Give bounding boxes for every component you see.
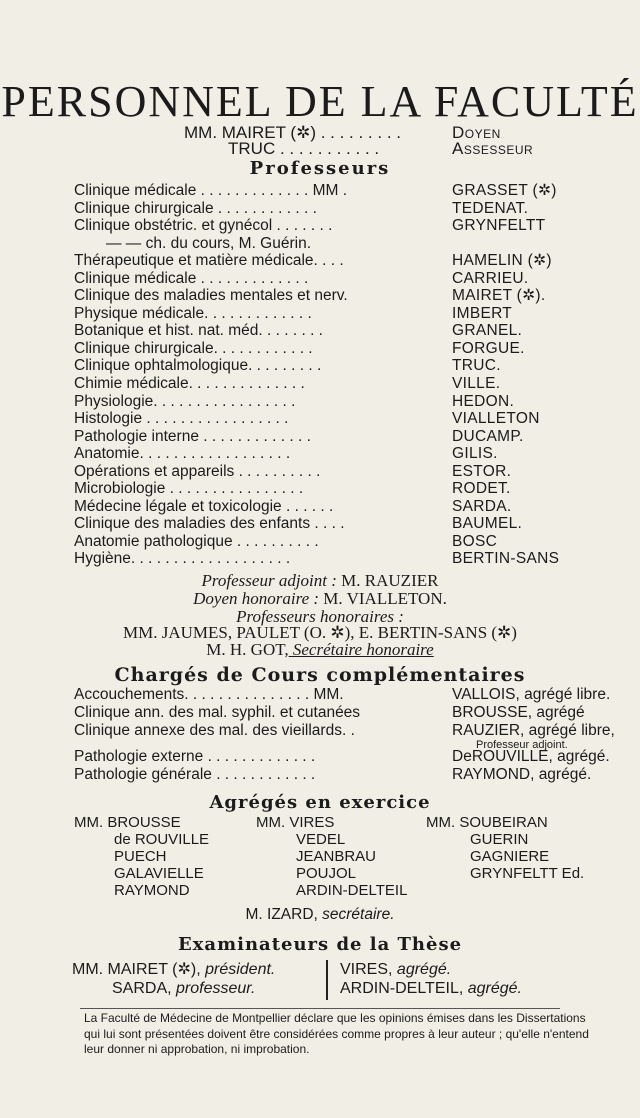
agreges-secretaire-line bbox=[0, 906, 640, 924]
doyen-honoraire-line bbox=[0, 590, 640, 608]
chair-label: Botanique et hist. nat. méd. . . . . . . . bbox=[74, 322, 323, 340]
chair-label: Thérapeutique et matière médicale. . . . bbox=[74, 252, 344, 270]
chair-label: Clinique médicale . . . . . . . . . . . . . MM . bbox=[74, 182, 348, 199]
adjoint-label: Professeur adjoint : bbox=[201, 571, 337, 590]
professeur-row bbox=[74, 217, 574, 235]
chair-label: Histologie . . . . . . . . . . . . . . . . . bbox=[74, 410, 289, 428]
professeur-row bbox=[74, 357, 574, 375]
charge-name: RAYMOND, agrégé. bbox=[452, 766, 592, 783]
professeur-row bbox=[74, 515, 574, 533]
professeur-row bbox=[74, 498, 574, 516]
chair-label: Clinique médicale . . . . . . . . . . . . . bbox=[74, 269, 309, 287]
agrege-name: MM. BROUSSE bbox=[74, 814, 181, 831]
examinateurs-right bbox=[340, 960, 522, 998]
professeur-row bbox=[74, 410, 574, 428]
agrege-name: JEANBRAU bbox=[296, 848, 377, 865]
adjoint-name: M. RAUZIER bbox=[336, 571, 439, 590]
doyen-name: MM. MAIRET (✲) . . . . . . . . . bbox=[184, 123, 401, 142]
agrege-name: VEDEL bbox=[296, 831, 346, 848]
charge-name: BROUSSE, agrégé bbox=[452, 704, 585, 721]
course-label: Clinique annexe des mal. des vieillards. . bbox=[74, 722, 355, 739]
assesseur-role: Assesseur bbox=[452, 139, 534, 158]
secretaire-honoraire-line bbox=[0, 641, 640, 659]
professeurs-heading: Professeurs bbox=[249, 158, 391, 179]
professeur-row bbox=[74, 550, 574, 568]
course-label: Accouchements. . . . . . . . . . . . . . . MM. bbox=[74, 686, 344, 703]
professeur-name: HAMELIN (✲) bbox=[452, 252, 552, 270]
doyen-role: Doyen bbox=[452, 123, 501, 142]
professeur-row bbox=[74, 182, 574, 200]
agreges-secretaire-name: M. IZARD, bbox=[245, 906, 318, 923]
agrege-name: GRYNFELTT Ed. bbox=[470, 865, 585, 882]
examinateur-role: professeur. bbox=[171, 980, 256, 997]
examinateur-name: ARDIN-DELTEIL, bbox=[340, 980, 464, 997]
examinateurs-left bbox=[72, 960, 275, 998]
agreges-secretaire-label: secrétaire. bbox=[317, 906, 395, 923]
examinateur-role: président. bbox=[200, 961, 276, 978]
course-label: Pathologie générale . . . . . . . . . . . . bbox=[74, 766, 316, 783]
chair-label: Médecine légale et toxicologie . . . . . . bbox=[74, 497, 334, 515]
agrege-name: RAYMOND bbox=[114, 882, 190, 899]
examinateurs-heading: Examinateurs de la Thèse bbox=[177, 934, 463, 955]
professeur-row bbox=[74, 200, 574, 218]
chair-label: Physique médicale. . . . . . . . . . . . . bbox=[74, 304, 312, 322]
chair-label: — — ch. du cours, M. Guérin. bbox=[106, 234, 312, 252]
professeur-name: FORGUE. bbox=[452, 339, 525, 357]
examinateur-entry bbox=[72, 979, 275, 998]
chair-label: Clinique ophtalmologique. . . . . . . . . bbox=[74, 357, 322, 375]
examinateur-name: MM. MAIRET (✲), bbox=[72, 961, 201, 978]
professeur-name: ESTOR. bbox=[452, 462, 512, 480]
professeur-name: GRANEL. bbox=[452, 322, 523, 340]
professeur-row bbox=[74, 270, 574, 288]
professeur-name: MAIRET (✲). bbox=[452, 287, 546, 305]
secretaire-honoraire-label: Secrétaire honoraire bbox=[288, 640, 434, 659]
professeur-name: HEDON. bbox=[452, 392, 515, 410]
complementaires-heading: Chargés de Cours complémentaires bbox=[114, 664, 526, 686]
doyen-honoraire-label: Doyen honoraire : bbox=[193, 589, 320, 608]
agreges-column-2 bbox=[256, 814, 407, 899]
chair-label: Clinique chirurgicale . . . . . . . . . . . . bbox=[74, 199, 317, 217]
column-divider bbox=[326, 960, 328, 1000]
agrege-name: MM. SOUBEIRAN bbox=[426, 814, 548, 831]
complementaire-row bbox=[74, 748, 634, 766]
chair-label: Hygiène. . . . . . . . . . . . . . . . . . . bbox=[74, 550, 291, 568]
professeur-row bbox=[74, 287, 574, 305]
agrege-name: POUJOL bbox=[296, 865, 357, 882]
professeur-name: GRYNFELTT bbox=[452, 217, 546, 235]
agrege-name: GAGNIERE bbox=[470, 848, 550, 865]
professeur-row bbox=[74, 252, 574, 270]
page-title: PERSONNEL DE LA FACULTÉ bbox=[1, 77, 639, 126]
agreges-heading: Agrégés en exercice bbox=[209, 792, 431, 813]
assesseur-name: TRUC . . . . . . . . . . . bbox=[228, 139, 380, 158]
examinateur-entry bbox=[72, 960, 275, 979]
footer-rule bbox=[80, 1008, 560, 1009]
professeur-row bbox=[74, 322, 574, 340]
agreges-column-1 bbox=[74, 814, 209, 899]
examinateur-name: VIRES, bbox=[340, 961, 393, 978]
chair-label: Microbiologie . . . . . . . . . . . . . . . . bbox=[74, 480, 304, 498]
charge-name: VALLOIS, agrégé libre. bbox=[452, 686, 611, 703]
chair-label: Anatomie. . . . . . . . . . . . . . . . . . bbox=[74, 445, 291, 463]
agrege-name: de ROUVILLE bbox=[114, 831, 210, 848]
professeur-name: TRUC. bbox=[452, 357, 501, 375]
agrege-name: MM. VIRES bbox=[256, 814, 335, 831]
professeur-name: SARDA. bbox=[452, 497, 512, 515]
professeur-row bbox=[74, 375, 574, 393]
footer-disclaimer: La Faculté de Médecine de Montpellier déclare que les opinions émises dans les Dissertations qui lui sont présentées doivent être considérées comme propres à leur auteur ; qu'elle n'entend leur donner ni approbation, ni improbation. bbox=[84, 1011, 589, 1056]
agrege-name: GUERIN bbox=[470, 831, 529, 848]
chair-label: Opérations et appareils . . . . . . . . . . bbox=[74, 462, 321, 480]
professeur-name: DUCAMP. bbox=[452, 427, 524, 445]
chair-label: Anatomie pathologique . . . . . . . . . . bbox=[74, 532, 319, 550]
agrege-name: GALAVIELLE bbox=[114, 865, 204, 882]
chair-label: Chimie médicale. . . . . . . . . . . . . . bbox=[74, 375, 305, 393]
professeur-row bbox=[74, 340, 574, 358]
professeur-name: RODET. bbox=[452, 480, 511, 498]
professeur-name: GILIS. bbox=[452, 445, 498, 463]
professeur-row bbox=[74, 305, 574, 323]
adjoint-line bbox=[0, 572, 640, 590]
agrege-name: PUECH bbox=[114, 848, 167, 865]
complementaire-row bbox=[74, 686, 634, 704]
complementaire-row bbox=[74, 766, 634, 784]
examinateur-role: agrégé. bbox=[392, 961, 452, 978]
charge-name: RAUZIER, agrégé libre, bbox=[452, 722, 615, 739]
professeur-name: GRASSET (✲) bbox=[452, 182, 557, 199]
professeur-row bbox=[74, 428, 574, 446]
chair-label: Clinique des maladies mentales et nerv. bbox=[74, 287, 348, 305]
chair-label: Physiologie. . . . . . . . . . . . . . . . . bbox=[74, 392, 296, 410]
professeur-row bbox=[74, 393, 574, 411]
course-label: Pathologie externe . . . . . . . . . . . . . bbox=[74, 748, 316, 765]
agrege-name: ARDIN-DELTEIL bbox=[296, 882, 408, 899]
professeur-name: VIALLETON bbox=[452, 410, 540, 428]
professeur-name: IMBERT bbox=[452, 304, 513, 322]
doyen-honoraire-name: M. VIALLETON. bbox=[319, 589, 447, 608]
course-label: Clinique ann. des mal. syphil. et cutanées bbox=[74, 704, 361, 721]
professeur-row bbox=[74, 445, 574, 463]
charge-name: Professeur adjoint. bbox=[476, 739, 568, 751]
professeurs-honoraires-label: Professeurs honoraires : bbox=[236, 607, 404, 626]
professeur-row bbox=[74, 533, 574, 551]
secretaire-honoraire-name: M. H. GOT, bbox=[206, 640, 289, 659]
complementaire-row bbox=[74, 704, 634, 722]
charge-name: DeROUVILLE, agrégé. bbox=[452, 748, 610, 765]
professeur-name: VILLE. bbox=[452, 375, 501, 393]
examinateur-entry bbox=[340, 979, 522, 998]
professeur-row bbox=[74, 480, 574, 498]
professeur-row bbox=[74, 463, 574, 481]
professeur-name: CARRIEU. bbox=[452, 269, 529, 287]
professeur-name: TEDENAT. bbox=[452, 199, 529, 217]
professeur-name: BERTIN-SANS bbox=[452, 550, 560, 568]
professeurs-list bbox=[74, 182, 574, 568]
chair-label: Clinique des maladies des enfants . . . . bbox=[74, 515, 345, 533]
examinateur-name: SARDA, bbox=[112, 980, 172, 997]
examinateur-role: agrégé. bbox=[463, 980, 522, 997]
professeurs-honoraires-names: MM. JAUMES, PAULET (O. ✲), E. BERTIN-SANS (✲) bbox=[123, 623, 517, 642]
agreges-column-3 bbox=[426, 814, 584, 882]
professeur-row bbox=[74, 235, 574, 253]
chair-label: Clinique chirurgicale. . . . . . . . . . . . bbox=[74, 339, 313, 357]
professeur-name: BAUMEL. bbox=[452, 515, 523, 533]
chair-label: Clinique obstétric. et gynécol . . . . . . . bbox=[74, 217, 333, 235]
examinateur-entry bbox=[340, 960, 522, 979]
chair-label: Pathologie interne . . . . . . . . . . . . . bbox=[74, 427, 311, 445]
professeur-name: BOSC bbox=[452, 532, 498, 550]
